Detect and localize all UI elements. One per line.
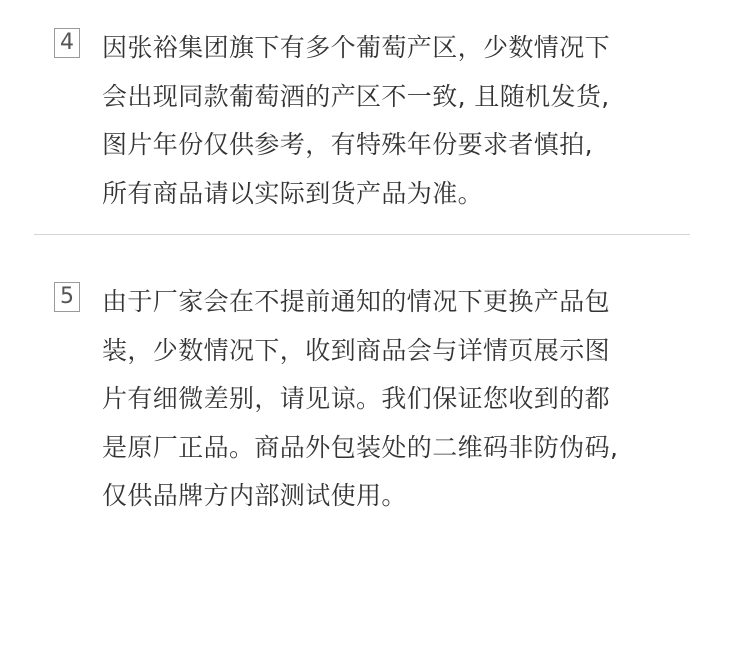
- section-divider: [34, 234, 690, 235]
- notice-number-badge: 5: [54, 282, 80, 312]
- notice-text-line: 装，少数情况下，收到商品会与详情页展示图: [102, 335, 611, 365]
- notice-text-line: 会出现同款葡萄酒的产区不一致, 且随机发货,: [102, 81, 610, 111]
- notice-text-line: 所有商品请以实际到货产品为准。: [102, 178, 484, 208]
- notice-text: [102, 24, 672, 218]
- notice-text-line: 因张裕集团旗下有多个葡萄产区，少数情况下: [102, 33, 611, 62]
- notice-text-line: 图片年份仅供参考，有特殊年份要求者慎拍,: [102, 130, 593, 159]
- notice-text-line: 仅供品牌方内部测试使用。: [102, 481, 407, 510]
- notice-text-line: 由于厂家会在不提前通知的情况下更换产品包: [102, 287, 611, 316]
- notice-text: [102, 278, 672, 521]
- notice-text-line: 是原厂正品。商品外包装处的二维码非防伪码,: [102, 432, 619, 462]
- notice-number-badge: 4: [54, 28, 80, 58]
- notice-text-line: 片有细微差别，请见谅。我们保证您收到的都: [102, 384, 611, 413]
